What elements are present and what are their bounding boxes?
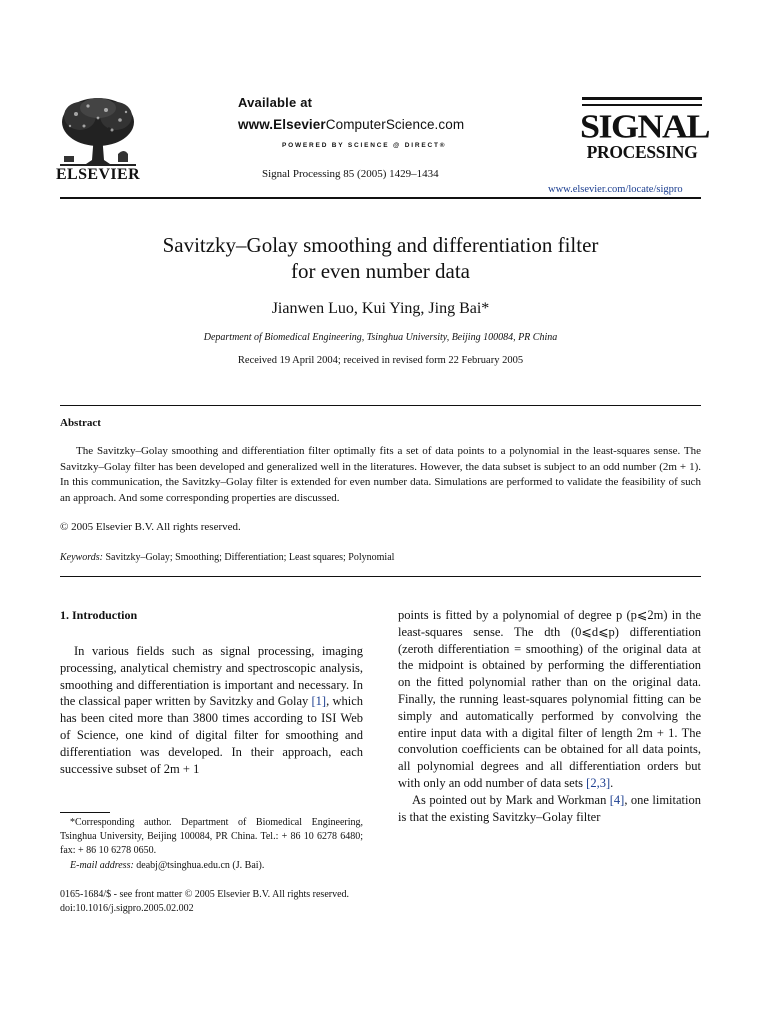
intro-text-e: As pointed out by Mark and Workman [412, 792, 610, 807]
footnote-rule [60, 812, 110, 813]
journal-citation: Signal Processing 85 (2005) 1429–1434 [262, 168, 439, 180]
abstract-text [60, 444, 701, 506]
abstract-heading: Abstract [60, 417, 101, 429]
intro-text-f: , one limitation is that the existing Savitzky–Golay filter [398, 792, 701, 824]
footer-doi[interactable]: doi:10.1016/j.sigpro.2005.02.002 [60, 903, 194, 914]
author-affiliation: Department of Biomedical Engineering, Tsinghua University, Beijing 100084, PR China [203, 332, 558, 343]
footnote-text: *Corresponding author. Department of Biomedical Engineering, Tsinghua University, Beijing 100084, PR China. Tel.: + 86 10 6278 6480; fax: + 86 10 6278 0650. [60, 817, 363, 857]
intro-text-a: In various fields such as signal processing, imaging processing, analytical chemistry and spectroscopic analysis, smoothing and differentiation is important and necessary. In the classical paper written by Savitzky and Golay [60, 644, 363, 709]
keywords [60, 552, 394, 563]
keywords-values: Savitzky–Golay; Smoothing; Differentiation; Least squares; Polynomial [105, 552, 395, 563]
journal-logo-rule-top [582, 97, 702, 100]
sciencedirect-site-link[interactable] [238, 117, 464, 132]
citation-link-4[interactable]: [4] [609, 792, 625, 807]
citation-link-1[interactable]: [1] [311, 694, 327, 709]
article-title-line1: Savitzky–Golay smoothing and differentiation filter [162, 233, 599, 257]
right-column [398, 607, 701, 825]
keywords-label: Keywords: [60, 552, 103, 563]
site-prefix: www.Elsevier [238, 117, 326, 132]
section-heading-introduction: 1. Introduction [60, 608, 138, 622]
received-dates: Received 19 April 2004; received in revised form 22 February 2005 [237, 355, 524, 366]
left-column [60, 643, 363, 777]
corresponding-author-footnote [60, 816, 363, 873]
article-title [60, 232, 701, 284]
citation-link-2-3[interactable]: [2,3] [586, 775, 611, 790]
email-value[interactable]: deabj@tsinghua.edu.cn (J. Bai). [133, 859, 265, 871]
intro-text-c: points is fitted by a polynomial of degree p (p⩽2m) in the least-squares sense. The dth (0⩽d⩽p) differentiation (zeroth differentiation = smoothing) of the original data at the midpoint is obtained by performing the differentiation on the fitted polynomial rather than on the original data. Finally, the running least-squares polynomial fitting can be simply and automatically performed by convolving the entire input data with a digital filter of length 2m + 1. The convolution coefficients can be obtained for all data points, all polynomial degrees and all differentiation orders but with only an odd number of data sets [398, 608, 701, 790]
intro-text-d: . [610, 775, 614, 790]
article-authors: Jianwen Luo, Kui Ying, Jing Bai* [271, 300, 490, 317]
abstract-paragraph: The Savitzky–Golay smoothing and differentiation filter optimally fits a set of data points to a polynomial in the least-squares sense. The Savitzky–Golay filter has been developed and generalized well in the literatures. However, the data subset is subject to an odd number (2m + 1). In this communication, the Savitzky–Golay filter is extended for even number data. Simulations are performed to validate the feasibility of such an approach. And some corresponding properties are discussed. [60, 445, 701, 504]
page-footer [60, 888, 349, 916]
powered-by-sciencedirect: POWERED BY SCIENCE @ DIRECT® [282, 142, 447, 149]
abstract-copyright: © 2005 Elsevier B.V. All rights reserved. [60, 521, 241, 533]
journal-logo-rule-bottom [582, 104, 702, 106]
keywords-bottom-rule [60, 576, 701, 577]
journal-name-signal: SIGNAL [580, 107, 710, 145]
article-title-line2: for even number data [290, 259, 470, 283]
intro-text-b: , which has been cited more than 3800 times according to ISI Web of Science, one kind of digital filter for smoothing and differentiation was developed. In their approach, each successive subset of 2m + 1 [60, 694, 363, 776]
intro-paragraph-1-continued [398, 607, 701, 792]
intro-paragraph-1 [60, 643, 363, 777]
footer-issn-line: 0165-1684/$ - see front matter © 2005 Elsevier B.V. All rights reserved. [60, 889, 350, 900]
email-label: E-mail address: [70, 859, 134, 871]
publisher-name: ELSEVIER [55, 166, 141, 183]
intro-paragraph-2 [398, 792, 701, 826]
available-at-label: Available at [238, 95, 313, 110]
journal-url-link[interactable]: www.elsevier.com/locate/sigpro [548, 184, 683, 195]
footnote-email [60, 859, 363, 873]
journal-name-processing: PROCESSING [586, 142, 698, 162]
abstract-top-rule [60, 405, 701, 406]
header-divider [60, 197, 701, 199]
site-suffix: ComputerScience.com [325, 117, 465, 132]
